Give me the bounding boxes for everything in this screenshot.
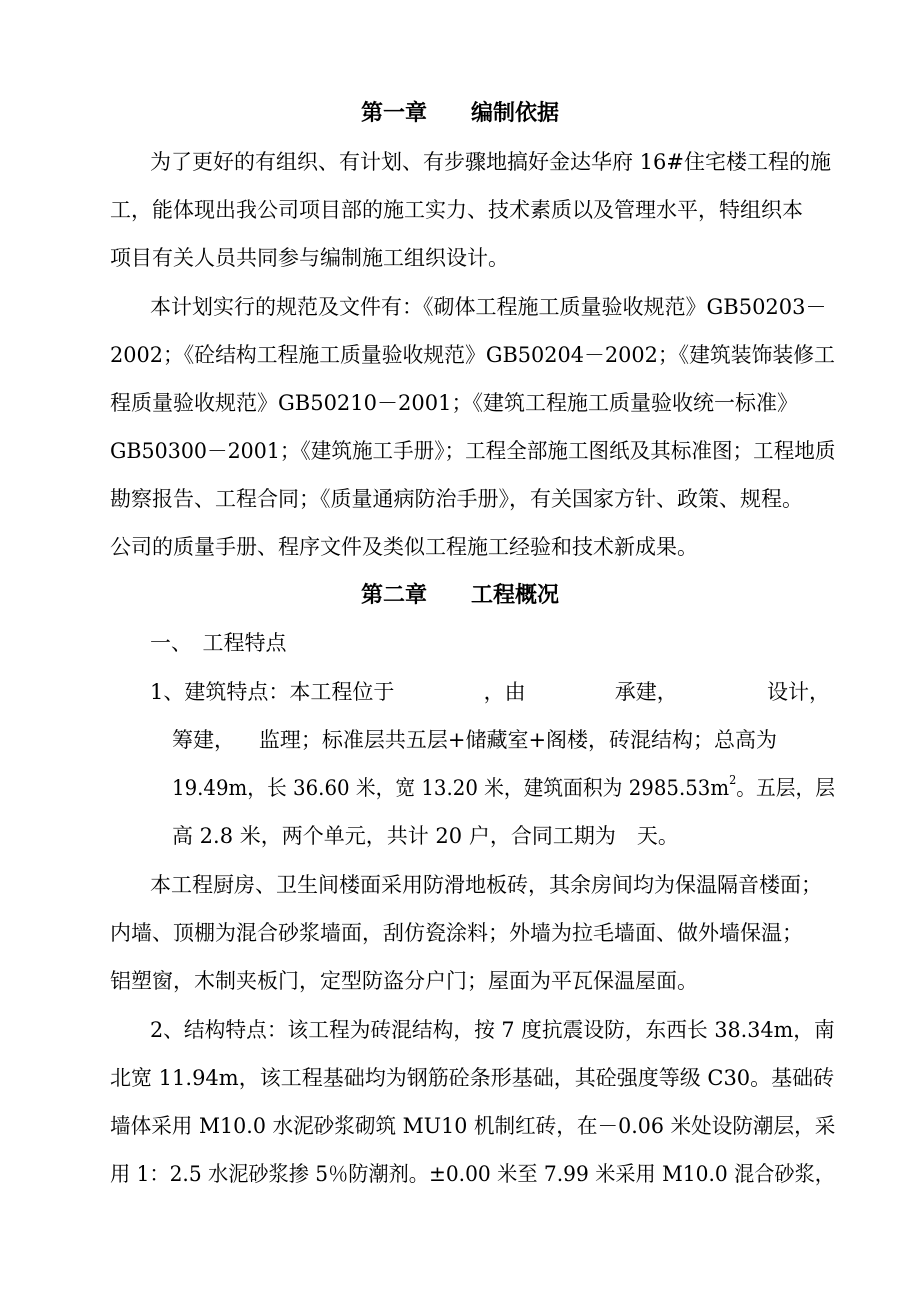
chapter1-para2-line2: 2002；《砼结构工程施工质量验收规范》GB50204－2002；《建筑装饰装修工 xyxy=(110,343,835,367)
chapter2-para3-line3: 铝塑窗，木制夹板门，定型防盗分户门；屋面为平瓦保温屋面。 xyxy=(110,969,698,993)
chapter1-para1-line3: 项目有关人员共同参与编制施工组织设计。 xyxy=(110,246,509,270)
section-title-features: 一、 工程特点 xyxy=(150,631,287,655)
chapter1-title: 第一章 编制依据 xyxy=(360,100,559,126)
item1-line1-part1: 1、建筑特点：本工程位于 xyxy=(150,680,395,704)
chapter1-para1-line1: 为了更好的有组织、有计划、有步骤地搞好金达华府 16#住宅楼工程的施 xyxy=(150,150,831,174)
item1-line2: 筹建， 监理；标准层共五层+储藏室+阁楼，砖混结构；总高为 xyxy=(172,728,778,752)
chapter1-para2-line3: 程质量验收规范》GB50210－2001；《建筑工程施工质量验收统一标准》 xyxy=(110,391,798,415)
item1-line1-part3: 承建， xyxy=(614,680,678,704)
chapter1-para2-line4: GB50300－2001；《建筑施工手册》；工程全部施工图纸及其标准图；工程地质 xyxy=(110,439,836,463)
item2-line1: 2、结构特点：该工程为砖混结构，按 7 度抗震设防，东西长 38.34m，南 xyxy=(150,1018,835,1042)
item1-line3-text: 19.49m，长 36.60 米，宽 13.20 米，建筑面积为 2985.53m xyxy=(172,776,730,800)
item2-line4: 用 1：2.5 水泥砂浆掺 5％防潮剂。±0.00 米至 7.99 米采用 M10.0 混合砂浆， xyxy=(110,1162,835,1186)
chapter1-para1-line2: 工，能体现出我公司项目部的施工实力、技术素质以及管理水平，特组织本 xyxy=(110,198,803,222)
chapter1-para2-line6: 公司的质量手册、程序文件及类似工程施工经验和技术新成果。 xyxy=(110,535,698,559)
item1-line3-tail: 。五层，层 xyxy=(736,776,836,800)
item2-line3: 墙体采用 M10.0 水泥砂浆砌筑 MU10 机制红砖，在－0.06 米处设防潮层，采 xyxy=(110,1114,836,1138)
item2-line2: 北宽 11.94m，该工程基础均为钢筋砼条形基础，其砼强度等级 C30。基础砖 xyxy=(110,1066,835,1090)
item1-line4: 高 2.8 米，两个单元，共计 20 户，合同工期为 天。 xyxy=(172,824,679,848)
chapter2-para3-line1: 本工程厨房、卫生间楼面采用防滑地板砖，其余房间均为保温隔音楼面； xyxy=(150,873,822,897)
chapter1-para2-line5: 勘察报告、工程合同；《质量通病防治手册》，有关国家方针、政策、规程。 xyxy=(110,487,803,511)
item1-line1 xyxy=(150,677,830,707)
item1-line3 xyxy=(172,773,835,803)
chapter1-para2-line1: 本计划实行的规范及文件有：《砌体工程施工质量验收规范》GB50203－ xyxy=(150,295,827,319)
chapter2-para3-line2: 内墙、顶棚为混合砂浆墙面，刮仿瓷涂料；外墙为拉毛墙面、做外墙保温； xyxy=(110,921,803,945)
item1-line1-part4: 设计， xyxy=(766,680,830,704)
item1-line1-part2: ，由 xyxy=(483,680,526,704)
chapter2-title: 第二章 工程概况 xyxy=(360,582,559,608)
superscript-2: 2 xyxy=(729,773,737,787)
